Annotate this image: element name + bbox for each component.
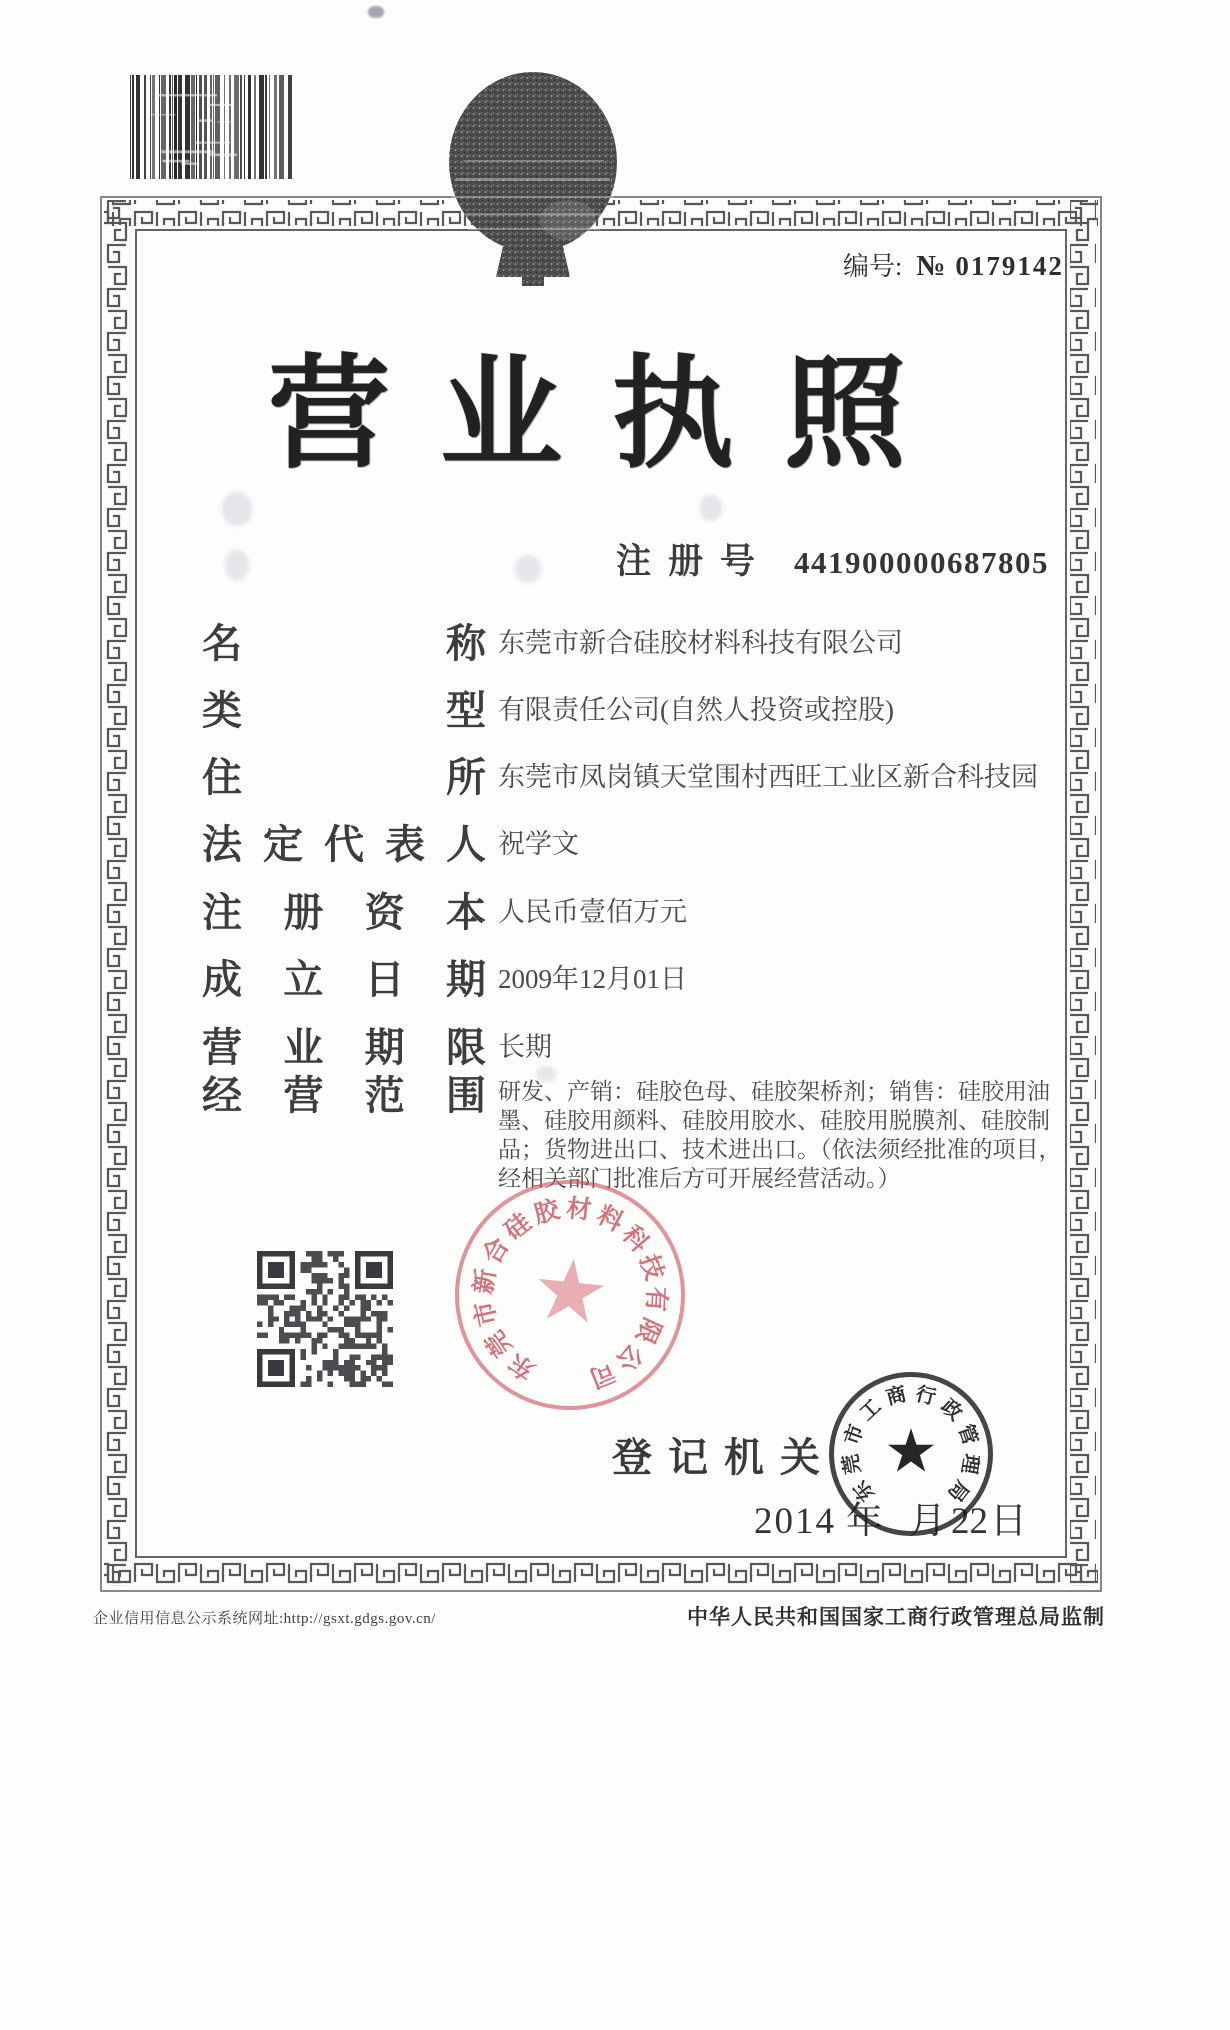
field-value: 有限责任公司(自然人投资或控股) [498, 695, 894, 725]
qr-code [257, 1251, 393, 1387]
seal-character: 司 [585, 1357, 619, 1392]
date-day-unit: 日 [990, 1501, 1027, 1542]
field-row-legal-rep [202, 813, 579, 870]
seal-character: 管 [953, 1421, 981, 1448]
seal-character: 限 [630, 1313, 666, 1348]
field-row-establish-date [202, 948, 687, 1005]
field-value: 2009年12月01日 [498, 964, 687, 994]
star-icon: ★ [526, 1239, 614, 1344]
registration-label: 注册号 [616, 542, 773, 581]
seal-character: 材 [565, 1195, 593, 1225]
seal-character: 莞 [481, 1325, 518, 1362]
registration-number-line [616, 534, 1049, 584]
authority-black-seal [829, 1372, 993, 1536]
registry-authority-label: 登记机关 [612, 1435, 836, 1480]
footer-issuing-authority: 中华人民共和国国家工商行政管理总局监制 [687, 1605, 1105, 1629]
date-year: 2014 [754, 1501, 836, 1542]
serial-prefix: 编号: [843, 252, 903, 281]
field-row-scope [202, 1064, 1064, 1193]
field-value: 人民币壹佰万元 [498, 897, 687, 927]
seal-character: 市 [841, 1421, 869, 1448]
field-label: 成 立 日 期 [202, 957, 486, 1002]
seal-character: 东 [849, 1475, 879, 1506]
seal-character: 理 [957, 1452, 983, 1476]
field-label: 名 称 [202, 621, 486, 666]
national-emblem [448, 70, 618, 292]
field-row-capital [202, 881, 687, 938]
field-value: 研发、产销：硅胶色母、硅胶架桥剂；销售：硅胶用油墨、硅胶用颜料、硅胶用胶水、硅胶用脱膜剂、硅胶制品；货物进出口、技术进出口。（依法须经批准的项目，经相关部门批准后方可开展经营活动。） [498, 1079, 1062, 1191]
field-label: 营 业 期 限 [202, 1025, 486, 1070]
serial-digits: 0179142 [955, 251, 1064, 281]
seal-character: 市 [470, 1298, 503, 1329]
registration-number: 441900000687805 [794, 545, 1050, 580]
seal-character: 新 [470, 1266, 501, 1296]
field-label: 经 营 范 围 [202, 1073, 486, 1118]
license-title: 营业执照 [268, 348, 956, 483]
field-value: 祝学文 [498, 829, 579, 859]
seal-character: 莞 [839, 1452, 865, 1476]
scan-smudge [515, 555, 541, 583]
field-row-type [202, 679, 894, 736]
seal-character: 商 [883, 1383, 909, 1410]
serial-number-line [843, 246, 1064, 283]
seal-character: 合 [478, 1233, 515, 1269]
seal-character: 有 [641, 1286, 670, 1313]
seal-character: 政 [936, 1395, 967, 1426]
field-value: 东莞市凤岗镇天堂围村西旺工业区新合科技园 [498, 762, 1038, 792]
date-month-unit: 月 [909, 1501, 946, 1542]
seal-character: 胶 [531, 1196, 563, 1230]
seal-character: 工 [855, 1395, 886, 1426]
seal-character: 科 [616, 1221, 654, 1258]
field-label: 类 型 [202, 688, 486, 733]
seal-character: 东 [504, 1347, 541, 1385]
star-icon: ★ [884, 1418, 938, 1485]
scan-smudge [700, 495, 722, 521]
footer-public-info-url: 企业信用信息公示系统网址:http://gsxt.gdgs.gov.cn/ [93, 1611, 436, 1627]
scan-smudge [222, 492, 252, 526]
scan-smudge [368, 6, 384, 18]
field-row-name [202, 612, 903, 669]
field-value: 长期 [498, 1032, 552, 1062]
field-row-address [202, 746, 1038, 803]
seal-character: 局 [943, 1475, 973, 1506]
scan-smudge [225, 550, 249, 580]
seal-character: 技 [634, 1251, 668, 1284]
seal-character: 行 [913, 1383, 939, 1410]
field-value: 东莞市新合硅胶材料科技有限公司 [498, 628, 903, 658]
field-label: 注 册 资 本 [202, 890, 486, 935]
numero-symbol: № [916, 250, 946, 282]
date-day: 22 [951, 1501, 988, 1542]
seal-character: 料 [592, 1201, 628, 1238]
date-year-unit: 年 [846, 1501, 883, 1542]
seal-character: 硅 [499, 1208, 537, 1246]
field-label: 住 所 [202, 755, 486, 800]
seal-character: 公 [610, 1338, 648, 1376]
field-label: 法 定 代 表 人 [202, 822, 486, 867]
barcode [130, 75, 295, 179]
